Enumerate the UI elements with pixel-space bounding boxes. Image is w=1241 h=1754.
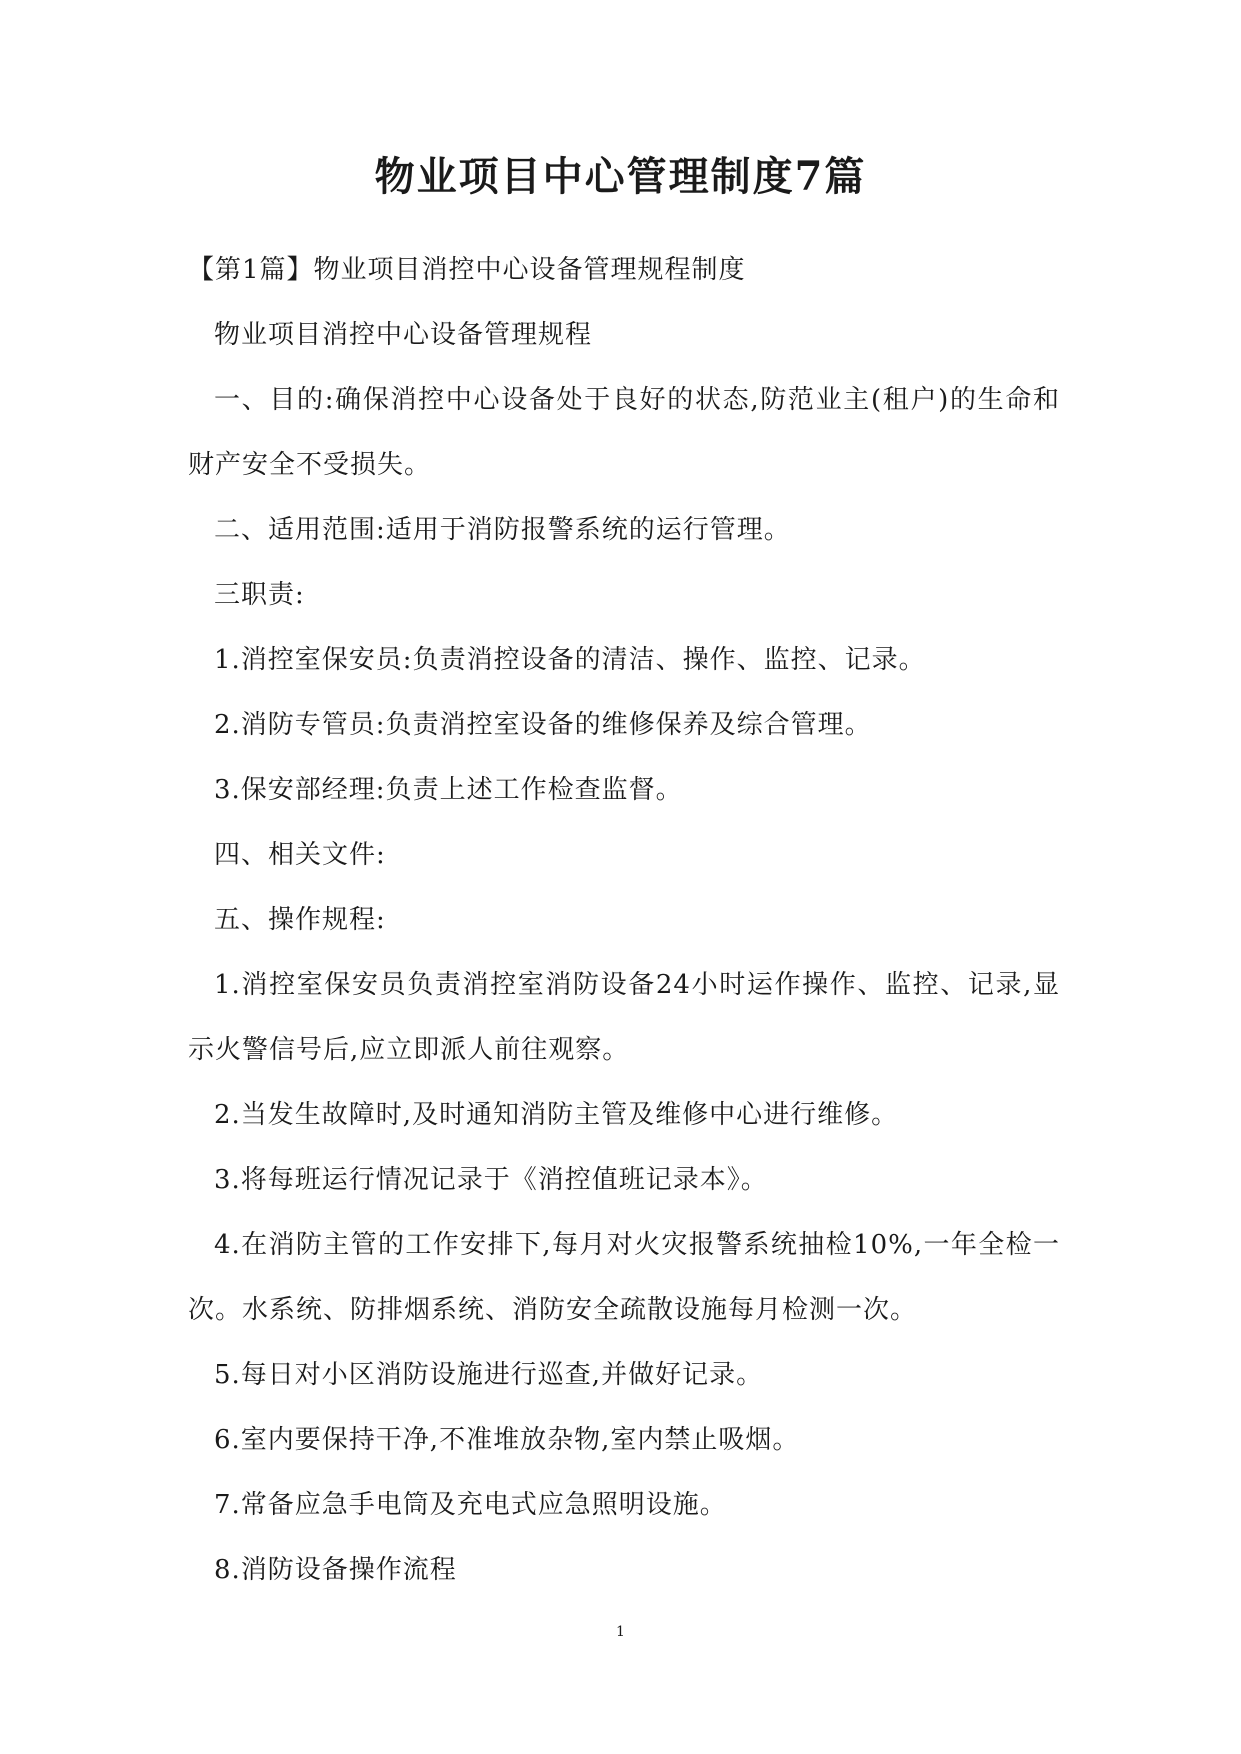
paragraph: 7.常备应急手电筒及充电式应急照明设施。: [214, 1490, 727, 1520]
paragraph: 2.消防专管员:负责消控室设备的维修保养及综合管理。: [214, 710, 872, 740]
section-heading: 【第1篇】物业项目消控中心设备管理规程制度: [188, 255, 746, 285]
paragraph: 1.消控室保安员:负责消控设备的清洁、操作、监控、记录。: [214, 645, 926, 675]
paragraph: 1.消控室保安员负责消控室消防设备24小时运作操作、监控、记录,显示火警信号后,应立即派人前往观察。: [188, 970, 1060, 1065]
document-title: 物业项目中心管理制度7篇: [374, 153, 867, 200]
paragraph: 5.每日对小区消防设施进行巡查,并做好记录。: [214, 1360, 764, 1390]
paragraph: 4.在消防主管的工作安排下,每月对火灾报警系统抽检10%,一年全检一次。水系统、防排烟系统、消防安全疏散设施每月检测一次。: [188, 1230, 1060, 1325]
paragraph: 一、目的:确保消控中心设备处于良好的状态,防范业主(租户)的生命和财产安全不受损失。: [188, 385, 1060, 480]
paragraph: 8.消防设备操作流程: [214, 1555, 457, 1585]
paragraph: 四、相关文件:: [214, 840, 386, 870]
paragraph: 物业项目消控中心设备管理规程: [214, 320, 593, 350]
paragraph: 6.室内要保持干净,不准堆放杂物,室内禁止吸烟。: [214, 1425, 800, 1455]
paragraph: 2.当发生故障时,及时通知消防主管及维修中心进行维修。: [214, 1100, 899, 1130]
paragraph: 3.将每班运行情况记录于《消控值班记录本》。: [214, 1165, 768, 1195]
paragraph: 二、适用范围:适用于消防报警系统的运行管理。: [214, 515, 791, 545]
page-number: 1: [616, 1624, 625, 1640]
document-body: [188, 238, 1060, 1603]
paragraph: 三职责:: [214, 580, 305, 610]
paragraph: 3.保安部经理:负责上述工作检查监督。: [214, 775, 683, 805]
paragraph: 五、操作规程:: [214, 905, 386, 935]
